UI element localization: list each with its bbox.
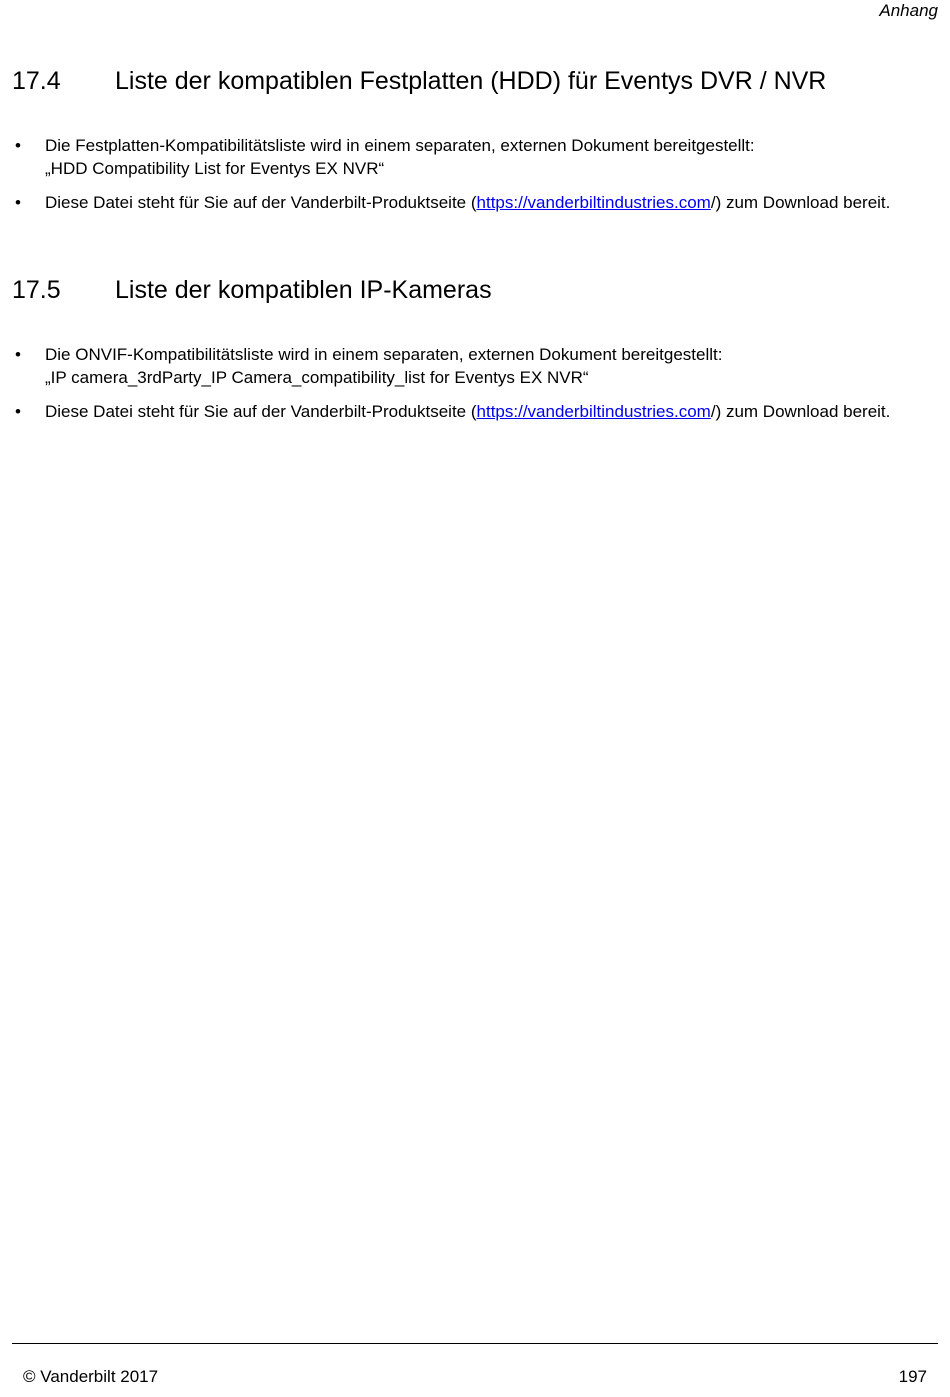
vanderbilt-link[interactable]: https://vanderbiltindustries.com xyxy=(476,193,711,212)
bullet-text: Diese Datei steht für Sie auf der Vanderbilt-Produktseite ( xyxy=(45,193,477,212)
section-number: 17.5 xyxy=(12,276,61,304)
bullet-icon: • xyxy=(15,402,21,421)
footer-divider xyxy=(12,1343,938,1344)
running-header: Anhang xyxy=(879,1,938,20)
bullet-icon: • xyxy=(15,345,21,364)
footer-copyright: © Vanderbilt 2017 xyxy=(23,1367,159,1386)
bullet-list xyxy=(0,343,950,434)
bullet-icon: • xyxy=(15,193,21,212)
vanderbilt-link[interactable]: https://vanderbiltindustries.com xyxy=(476,402,711,421)
bullet-list xyxy=(0,134,950,225)
section-title: Liste der kompatiblen IP-Kameras xyxy=(115,276,492,304)
bullet-text: Diese Datei steht für Sie auf der Vanderbilt-Produktseite ( xyxy=(45,402,477,421)
bullet-icon: • xyxy=(15,136,21,155)
list-item xyxy=(0,191,950,214)
list-item xyxy=(0,400,950,423)
list-item xyxy=(0,343,950,389)
section-number: 17.4 xyxy=(12,67,61,95)
bullet-text: Die ONVIF-Kompatibilitätsliste wird in einem separaten, externen Dokument bereitgestellt: xyxy=(45,345,723,364)
bullet-text-tail: /) zum Download bereit. xyxy=(710,402,891,421)
page-number: 197 xyxy=(898,1367,927,1386)
bullet-text-tail: /) zum Download bereit. xyxy=(710,193,891,212)
section-title: Liste der kompatiblen Festplatten (HDD) für Eventys DVR / NVR xyxy=(115,67,827,95)
document-name: „IP camera_3rdParty_IP Camera_compatibility_list for Eventys EX NVR“ xyxy=(45,368,589,387)
bullet-text: Die Festplatten-Kompatibilitätsliste wird in einem separaten, externen Dokument bereitgestellt: xyxy=(45,136,755,155)
section-heading xyxy=(12,275,492,305)
document-name: „HDD Compatibility List for Eventys EX NVR“ xyxy=(45,159,385,178)
section-heading xyxy=(12,66,826,96)
list-item xyxy=(0,134,950,180)
